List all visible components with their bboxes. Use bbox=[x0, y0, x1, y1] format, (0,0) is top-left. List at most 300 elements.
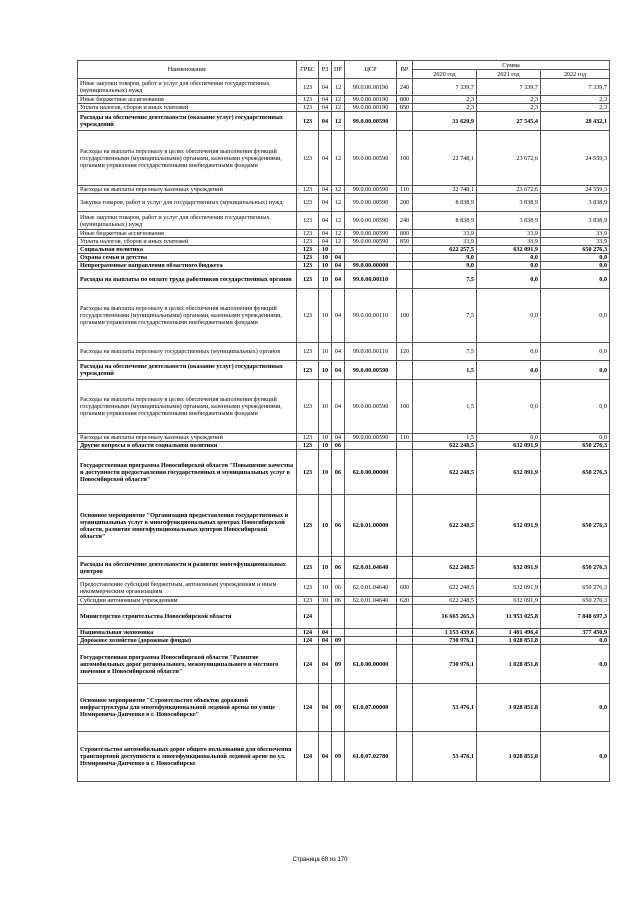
row-grbs: 124 bbox=[297, 645, 319, 684]
row-2022: 2,3 bbox=[541, 104, 610, 112]
row-2022: 2,3 bbox=[541, 96, 610, 104]
budget-page bbox=[77, 60, 609, 782]
row-2020: 53 476,1 bbox=[413, 732, 477, 782]
row-2022: 0,0 bbox=[541, 732, 610, 782]
row-2022: 0,0 bbox=[541, 262, 610, 270]
row-2022: 3 838,9 bbox=[541, 212, 610, 230]
row-csr: 99.0.00.00590 bbox=[345, 361, 397, 380]
row-name: Основное мероприятие "Организация предоставления государственных и муниципальных услуг в многофункциональных центрах Новосибирской области, развитие многофункциональных центров Новосибирской области" bbox=[78, 495, 297, 557]
row-2022: 0,0 bbox=[541, 380, 610, 434]
row-grbs: 123 bbox=[297, 597, 319, 605]
row-pr: 12 bbox=[332, 186, 345, 194]
row-rz: 04 bbox=[319, 645, 332, 684]
row-rz: 10 bbox=[319, 579, 332, 597]
row-pr: 09 bbox=[332, 684, 345, 732]
row-vr bbox=[397, 637, 413, 645]
row-name: Иные закупки товаров, работ и услуг для обеспечения государственных (муниципальных) нужд bbox=[78, 212, 297, 230]
row-vr: 110 bbox=[397, 434, 413, 442]
row-csr: 99.0.00.00000 bbox=[345, 262, 397, 270]
row-grbs: 123 bbox=[297, 380, 319, 434]
row-pr: 12 bbox=[332, 79, 345, 96]
row-pr: 06 bbox=[332, 597, 345, 605]
row-grbs: 123 bbox=[297, 343, 319, 361]
row-pr bbox=[332, 629, 345, 637]
row-name: Закупка товаров, работ и услуг для государственных (муниципальных) нужд bbox=[78, 194, 297, 212]
row-pr: 04 bbox=[332, 289, 345, 343]
table-row bbox=[78, 637, 610, 645]
row-name: Другие вопросы в области социальной политики bbox=[78, 442, 297, 450]
row-2020: 1 153 439,6 bbox=[413, 629, 477, 637]
budget-table bbox=[77, 60, 610, 782]
row-rz: 04 bbox=[319, 238, 332, 246]
table-row bbox=[78, 262, 610, 270]
table-row bbox=[78, 442, 610, 450]
table-row bbox=[78, 194, 610, 212]
row-name: Расходы на выплаты персоналу казенных учреждений bbox=[78, 186, 297, 194]
row-rz: 10 bbox=[319, 380, 332, 434]
row-2022: 0,0 bbox=[541, 254, 610, 262]
row-rz: 04 bbox=[319, 96, 332, 104]
row-2020: 622 248,5 bbox=[413, 557, 477, 579]
row-2021: 632 091,9 bbox=[477, 442, 541, 450]
row-grbs: 123 bbox=[297, 361, 319, 380]
row-csr: 99.0.00.00190 bbox=[345, 104, 397, 112]
row-2020: 8 838,9 bbox=[413, 212, 477, 230]
header-vr: ВР bbox=[397, 61, 413, 79]
row-name: Государственная программа Новосибирской области "Повышение качества и доступности предоставления государственных и муниципальных услуг в Новосибирской области" bbox=[78, 450, 297, 495]
row-vr bbox=[397, 684, 413, 732]
table-row bbox=[78, 557, 610, 579]
row-rz: 04 bbox=[319, 104, 332, 112]
row-2020: 16 665 265,3 bbox=[413, 605, 477, 629]
row-vr bbox=[397, 605, 413, 629]
row-csr: 99.0.00.00590 bbox=[345, 186, 397, 194]
row-vr bbox=[397, 442, 413, 450]
row-2022: 0,0 bbox=[541, 645, 610, 684]
row-grbs: 123 bbox=[297, 238, 319, 246]
row-2022: 650 276,3 bbox=[541, 495, 610, 557]
row-2021: 1 028 851,8 bbox=[477, 684, 541, 732]
row-2022: 650 276,3 bbox=[541, 442, 610, 450]
table-row bbox=[78, 361, 610, 380]
table-row bbox=[78, 186, 610, 194]
row-rz: 10 bbox=[319, 289, 332, 343]
row-2021: 27 545,4 bbox=[477, 112, 541, 131]
row-csr bbox=[345, 442, 397, 450]
row-rz: 04 bbox=[319, 79, 332, 96]
row-vr: 240 bbox=[397, 212, 413, 230]
row-grbs: 123 bbox=[297, 254, 319, 262]
row-2020: 7,5 bbox=[413, 270, 477, 289]
row-pr: 12 bbox=[332, 230, 345, 238]
row-2022: 0,0 bbox=[541, 637, 610, 645]
row-grbs: 123 bbox=[297, 495, 319, 557]
table-row bbox=[78, 246, 610, 254]
row-rz: 10 bbox=[319, 343, 332, 361]
table-row bbox=[78, 732, 610, 782]
table-row bbox=[78, 270, 610, 289]
row-2020: 7,5 bbox=[413, 289, 477, 343]
row-2020: 2,3 bbox=[413, 104, 477, 112]
row-2021: 3 838,9 bbox=[477, 194, 541, 212]
table-row bbox=[78, 495, 610, 557]
page-number: Страница 68 из 170 bbox=[292, 857, 348, 863]
row-name: Дорожное хозяйство (дорожные фонды) bbox=[78, 637, 297, 645]
row-rz: 10 bbox=[319, 361, 332, 380]
row-2021: 33,9 bbox=[477, 238, 541, 246]
row-grbs: 124 bbox=[297, 629, 319, 637]
row-name: Охрана семьи и детства bbox=[78, 254, 297, 262]
row-csr: 61.0.00.00000 bbox=[345, 645, 397, 684]
row-grbs: 123 bbox=[297, 131, 319, 186]
row-rz: 10 bbox=[319, 246, 332, 254]
row-grbs: 123 bbox=[297, 434, 319, 442]
row-csr bbox=[345, 637, 397, 645]
row-pr: 04 bbox=[332, 434, 345, 442]
row-csr bbox=[345, 605, 397, 629]
row-vr bbox=[397, 246, 413, 254]
header-csr: ЦСР bbox=[345, 61, 397, 79]
row-2022: 0,0 bbox=[541, 434, 610, 442]
row-grbs: 123 bbox=[297, 212, 319, 230]
row-2022: 0,0 bbox=[541, 684, 610, 732]
row-2022: 650 276,3 bbox=[541, 597, 610, 605]
row-rz: 04 bbox=[319, 637, 332, 645]
row-grbs: 123 bbox=[297, 450, 319, 495]
table-row bbox=[78, 96, 610, 104]
row-rz: 10 bbox=[319, 262, 332, 270]
row-name: Уплата налогов, сборов и иных платежей bbox=[78, 104, 297, 112]
row-2021: 0,0 bbox=[477, 434, 541, 442]
row-2020: 7 339,7 bbox=[413, 79, 477, 96]
table-row bbox=[78, 112, 610, 131]
row-2021: 23 672,6 bbox=[477, 186, 541, 194]
row-vr bbox=[397, 645, 413, 684]
row-2020: 9,0 bbox=[413, 254, 477, 262]
row-grbs: 123 bbox=[297, 112, 319, 131]
row-csr: 62.0.00.00000 bbox=[345, 450, 397, 495]
row-2022: 33,9 bbox=[541, 230, 610, 238]
row-csr: 99.0.00.00590 bbox=[345, 434, 397, 442]
table-row bbox=[78, 254, 610, 262]
table-row bbox=[78, 645, 610, 684]
row-vr: 200 bbox=[397, 194, 413, 212]
row-grbs: 123 bbox=[297, 230, 319, 238]
row-2021: 0,0 bbox=[477, 289, 541, 343]
row-grbs: 123 bbox=[297, 289, 319, 343]
row-name: Расходы на выплаты персоналу в целях обеспечения выполнения функций государственными (муниципальными) органами, казенными учреждениями, органами управления государственными внебюджетными фондами bbox=[78, 131, 297, 186]
row-csr: 99.0.00.00110 bbox=[345, 343, 397, 361]
row-csr: 61.0.07.02780 bbox=[345, 732, 397, 782]
row-2021: 0,0 bbox=[477, 361, 541, 380]
table-row bbox=[78, 343, 610, 361]
row-rz: 04 bbox=[319, 194, 332, 212]
table-row bbox=[78, 238, 610, 246]
header-rz: РЗ bbox=[319, 61, 332, 79]
row-rz: 04 bbox=[319, 684, 332, 732]
row-grbs: 123 bbox=[297, 579, 319, 597]
row-2022: 7 339,7 bbox=[541, 79, 610, 96]
row-csr: 99.0.00.00590 bbox=[345, 112, 397, 131]
row-rz: 10 bbox=[319, 434, 332, 442]
row-csr: 99.0.00.00190 bbox=[345, 79, 397, 96]
header-2021: 2021 год bbox=[477, 70, 541, 79]
row-pr bbox=[332, 246, 345, 254]
row-pr: 06 bbox=[332, 450, 345, 495]
row-2021: 3 838,9 bbox=[477, 212, 541, 230]
row-rz: 10 bbox=[319, 450, 332, 495]
row-csr: 99.0.00.00590 bbox=[345, 230, 397, 238]
table-row bbox=[78, 434, 610, 442]
row-rz: 04 bbox=[319, 112, 332, 131]
row-csr: 99.0.00.00590 bbox=[345, 238, 397, 246]
row-name: Расходы на выплаты по оплате труда работников государственных органов bbox=[78, 270, 297, 289]
row-2020: 33,9 bbox=[413, 238, 477, 246]
table-row bbox=[78, 597, 610, 605]
row-2020: 622 248,5 bbox=[413, 495, 477, 557]
row-pr: 04 bbox=[332, 361, 345, 380]
table-header bbox=[78, 61, 610, 79]
row-2020: 22 748,1 bbox=[413, 186, 477, 194]
row-pr: 12 bbox=[332, 112, 345, 131]
row-grbs: 124 bbox=[297, 684, 319, 732]
row-2020: 53 476,1 bbox=[413, 684, 477, 732]
row-vr: 120 bbox=[397, 343, 413, 361]
row-csr: 99.0.00.00190 bbox=[345, 96, 397, 104]
row-name: Социальная политика bbox=[78, 246, 297, 254]
row-2022: 0,0 bbox=[541, 343, 610, 361]
row-csr: 61.0.07.00000 bbox=[345, 684, 397, 732]
row-pr: 09 bbox=[332, 637, 345, 645]
row-2020: 622 248,5 bbox=[413, 579, 477, 597]
row-csr: 99.0.00.00590 bbox=[345, 380, 397, 434]
row-2022: 0,0 bbox=[541, 270, 610, 289]
row-rz: 04 bbox=[319, 212, 332, 230]
row-2022: 28 432,1 bbox=[541, 112, 610, 131]
row-2022: 0,0 bbox=[541, 361, 610, 380]
row-pr: 12 bbox=[332, 131, 345, 186]
row-csr bbox=[345, 629, 397, 637]
table-row bbox=[78, 79, 610, 96]
row-2022: 650 276,3 bbox=[541, 246, 610, 254]
row-2020: 1,5 bbox=[413, 380, 477, 434]
row-grbs: 123 bbox=[297, 557, 319, 579]
row-name: Расходы на выплаты персоналу казенных учреждений bbox=[78, 434, 297, 442]
row-2021: 0,0 bbox=[477, 270, 541, 289]
row-vr: 600 bbox=[397, 579, 413, 597]
row-2021: 1 028 851,8 bbox=[477, 732, 541, 782]
row-pr: 12 bbox=[332, 104, 345, 112]
row-pr: 04 bbox=[332, 270, 345, 289]
row-vr bbox=[397, 270, 413, 289]
row-pr: 12 bbox=[332, 96, 345, 104]
table-row bbox=[78, 629, 610, 637]
row-grbs: 123 bbox=[297, 96, 319, 104]
row-2020: 22 748,1 bbox=[413, 131, 477, 186]
row-vr: 240 bbox=[397, 79, 413, 96]
row-pr: 04 bbox=[332, 254, 345, 262]
table-row bbox=[78, 230, 610, 238]
row-name: Субсидии автономным учреждениям bbox=[78, 597, 297, 605]
row-name: Расходы на выплаты персоналу государственных (муниципальных) органов bbox=[78, 343, 297, 361]
row-2021: 632 091,9 bbox=[477, 495, 541, 557]
row-2021: 1 028 851,8 bbox=[477, 637, 541, 645]
row-vr bbox=[397, 262, 413, 270]
row-2022: 24 559,3 bbox=[541, 186, 610, 194]
row-2021: 1 401 496,4 bbox=[477, 629, 541, 637]
row-pr: 12 bbox=[332, 212, 345, 230]
row-2021: 2,3 bbox=[477, 96, 541, 104]
row-2021: 2,3 bbox=[477, 104, 541, 112]
row-name: Иные бюджетные ассигнования bbox=[78, 230, 297, 238]
table-row bbox=[78, 684, 610, 732]
row-2021: 1 028 851,8 bbox=[477, 645, 541, 684]
row-name: Расходы на выплаты персоналу в целях обеспечения выполнения функций государственными (муниципальными) органами, казенными учреждениями, органами управления государственными внебюджетными фондами bbox=[78, 380, 297, 434]
row-grbs: 123 bbox=[297, 262, 319, 270]
header-name: Наименование bbox=[78, 61, 297, 79]
row-name: Расходы на обеспечение деятельности (оказание услуг) государственных учреждений bbox=[78, 112, 297, 131]
row-csr: 99.0.00.00110 bbox=[345, 289, 397, 343]
header-sum: Сумма bbox=[413, 61, 610, 70]
table-row bbox=[78, 579, 610, 597]
row-pr: 09 bbox=[332, 645, 345, 684]
row-2021: 0,0 bbox=[477, 262, 541, 270]
row-pr: 12 bbox=[332, 194, 345, 212]
row-pr: 12 bbox=[332, 238, 345, 246]
row-2022: 650 276,3 bbox=[541, 579, 610, 597]
row-name: Министерство строительства Новосибирской области bbox=[78, 605, 297, 629]
row-rz: 10 bbox=[319, 270, 332, 289]
row-2021: 11 953 025,8 bbox=[477, 605, 541, 629]
row-2020: 2,3 bbox=[413, 96, 477, 104]
row-2020: 33,9 bbox=[413, 230, 477, 238]
row-vr: 800 bbox=[397, 230, 413, 238]
table-row bbox=[78, 605, 610, 629]
row-vr: 100 bbox=[397, 131, 413, 186]
row-2020: 8 838,9 bbox=[413, 194, 477, 212]
table-row bbox=[78, 380, 610, 434]
table-row bbox=[78, 131, 610, 186]
row-rz: 04 bbox=[319, 131, 332, 186]
row-2021: 33,9 bbox=[477, 230, 541, 238]
row-2020: 31 620,9 bbox=[413, 112, 477, 131]
row-rz: 04 bbox=[319, 186, 332, 194]
row-grbs: 123 bbox=[297, 186, 319, 194]
row-name: Расходы на обеспечение деятельности и развитие многофункциональных центров bbox=[78, 557, 297, 579]
row-2021: 632 091,9 bbox=[477, 450, 541, 495]
row-2020: 622 248,5 bbox=[413, 442, 477, 450]
row-grbs: 123 bbox=[297, 246, 319, 254]
row-vr: 850 bbox=[397, 238, 413, 246]
row-name: Непрограммные направления областного бюджета bbox=[78, 262, 297, 270]
row-2021: 632 091,9 bbox=[477, 597, 541, 605]
row-2020: 622 248,5 bbox=[413, 597, 477, 605]
row-vr: 800 bbox=[397, 96, 413, 104]
header-2020: 2020 год bbox=[413, 70, 477, 79]
table-body bbox=[78, 79, 610, 782]
row-2020: 9,0 bbox=[413, 262, 477, 270]
row-csr bbox=[345, 254, 397, 262]
row-2021: 0,0 bbox=[477, 254, 541, 262]
row-2020: 622 257,5 bbox=[413, 246, 477, 254]
row-csr: 99.0.00.00110 bbox=[345, 270, 397, 289]
row-vr: 100 bbox=[397, 289, 413, 343]
row-grbs: 124 bbox=[297, 637, 319, 645]
row-vr: 620 bbox=[397, 597, 413, 605]
row-2022: 24 559,3 bbox=[541, 131, 610, 186]
row-pr: 09 bbox=[332, 732, 345, 782]
row-csr: 62.0.01.00000 bbox=[345, 495, 397, 557]
row-grbs: 124 bbox=[297, 605, 319, 629]
row-rz: 04 bbox=[319, 230, 332, 238]
table-row bbox=[78, 104, 610, 112]
row-name: Расходы на выплаты персоналу в целях обеспечения выполнения функций государственными (муниципальными) органами, казенными учреждениями, органами управления государственными внебюджетными фондами bbox=[78, 289, 297, 343]
row-vr bbox=[397, 112, 413, 131]
row-2021: 0,0 bbox=[477, 343, 541, 361]
row-2022: 377 450,9 bbox=[541, 629, 610, 637]
row-2020: 622 248,5 bbox=[413, 450, 477, 495]
row-name: Уплата налогов, сборов и иных платежей bbox=[78, 238, 297, 246]
row-name: Национальная экономика bbox=[78, 629, 297, 637]
row-2022: 7 848 697,3 bbox=[541, 605, 610, 629]
row-vr: 100 bbox=[397, 380, 413, 434]
row-name: Предоставление субсидий бюджетным, автономным учреждениям и иным некоммерческим организациям bbox=[78, 579, 297, 597]
header-grbs: ГРБС bbox=[297, 61, 319, 79]
row-csr: 62.0.01.04640 bbox=[345, 557, 397, 579]
row-2020: 1,5 bbox=[413, 361, 477, 380]
table-row bbox=[78, 289, 610, 343]
row-name: Расходы на обеспечение деятельности (оказание услуг) государственных учреждений bbox=[78, 361, 297, 380]
row-pr bbox=[332, 605, 345, 629]
row-2021: 7 339,7 bbox=[477, 79, 541, 96]
row-2020: 1,5 bbox=[413, 434, 477, 442]
row-csr: 62.0.01.04640 bbox=[345, 597, 397, 605]
row-2021: 632 091,9 bbox=[477, 246, 541, 254]
row-pr: 06 bbox=[332, 495, 345, 557]
row-vr bbox=[397, 732, 413, 782]
row-name: Иные бюджетные ассигнования bbox=[78, 96, 297, 104]
row-vr: 110 bbox=[397, 186, 413, 194]
row-2021: 632 091,9 bbox=[477, 557, 541, 579]
row-vr bbox=[397, 495, 413, 557]
row-pr: 04 bbox=[332, 380, 345, 434]
row-grbs: 123 bbox=[297, 104, 319, 112]
row-2020: 730 976,1 bbox=[413, 645, 477, 684]
row-grbs: 123 bbox=[297, 79, 319, 96]
row-name: Иные закупки товаров, работ и услуг для обеспечения государственных (муниципальных) нужд bbox=[78, 79, 297, 96]
row-2021: 0,0 bbox=[477, 380, 541, 434]
header-pr: ПР bbox=[332, 61, 345, 79]
row-grbs: 123 bbox=[297, 442, 319, 450]
row-csr: 99.0.00.00590 bbox=[345, 212, 397, 230]
row-2021: 632 091,9 bbox=[477, 579, 541, 597]
table-row bbox=[78, 450, 610, 495]
row-2022: 650 276,3 bbox=[541, 450, 610, 495]
row-vr bbox=[397, 450, 413, 495]
row-rz: 04 bbox=[319, 629, 332, 637]
row-name: Основное мероприятие "Строительство объектов дорожной инфраструктуры для многофункциональной ледовой арены по улице Немировича-Данченко в г. Новосибирске" bbox=[78, 684, 297, 732]
row-vr bbox=[397, 361, 413, 380]
row-rz: 10 bbox=[319, 557, 332, 579]
row-csr bbox=[345, 246, 397, 254]
row-pr: 04 bbox=[332, 262, 345, 270]
row-grbs: 123 bbox=[297, 194, 319, 212]
row-pr: 06 bbox=[332, 442, 345, 450]
row-rz: 10 bbox=[319, 495, 332, 557]
row-name: Строительство автомобильных дорог общего пользования для обеспечения транспортной доступности к многофункциональной ледовой арене по ул. Немировича-Данченко в г. Новосибирске bbox=[78, 732, 297, 782]
row-csr: 99.0.00.00590 bbox=[345, 194, 397, 212]
row-csr: 62.0.01.04640 bbox=[345, 579, 397, 597]
